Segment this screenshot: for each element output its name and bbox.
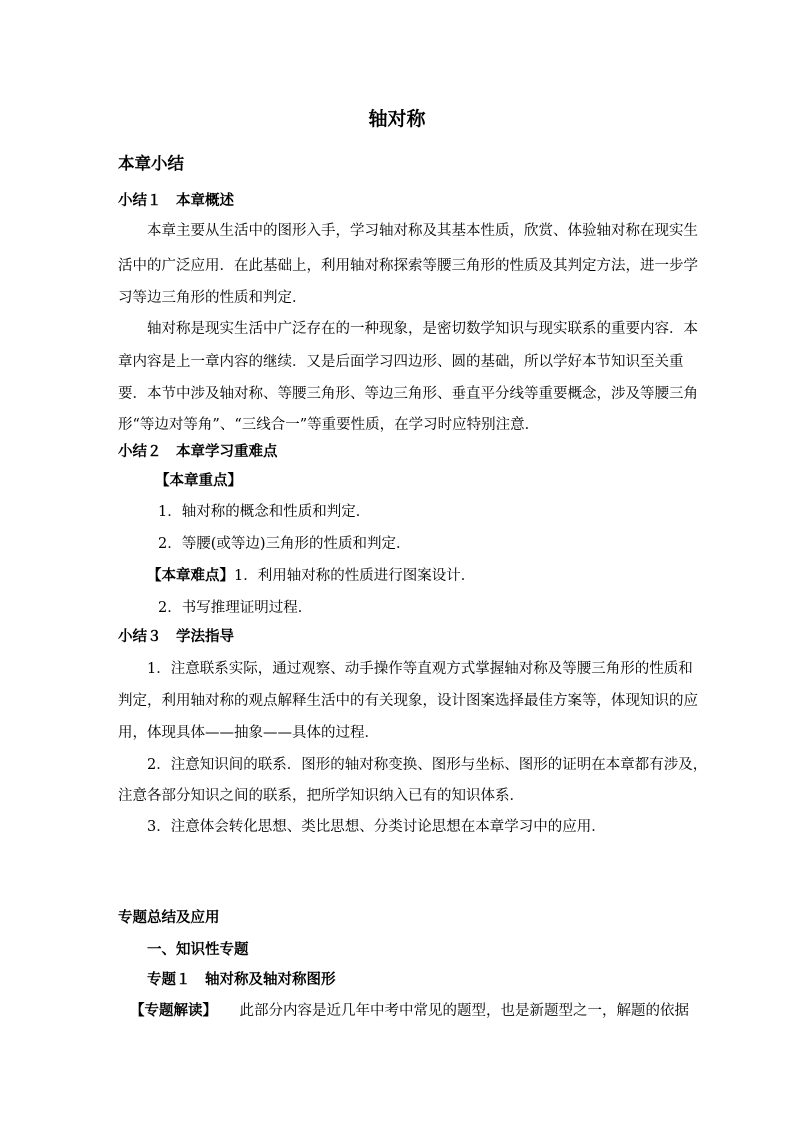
- summary-3-heading: 小结３ 学法指导: [118, 628, 234, 645]
- key-point-1: 1．轴对称的概念和性质和判定．: [158, 504, 371, 520]
- summary-2-heading: 小结２ 本章学习重难点: [118, 443, 278, 460]
- difficult-points-label: 【本章难点】: [147, 567, 234, 584]
- method-1-line-1: 1．注意联系实际，通过观察、动手操作等直观方式掌握轴对称及等腰三角形的性质和: [147, 661, 693, 677]
- topic-interpretation-text: 此部分内容是近几年中考中常见的题型，也是新题型之一，解题的依据: [225, 1003, 689, 1019]
- summary-1-heading: 小结１ 本章概述: [118, 192, 234, 209]
- topic-1-heading: 专题１ 轴对称及轴对称图形: [147, 971, 336, 988]
- summary-1-p2-line-2: 章内容是上一章内容的继续．又是后面学习四边形、圆的基础，所以学好本节知识至关重: [118, 354, 684, 370]
- summary-1-p2-line-4: 形“等边对等角”、“三线合一”等重要性质，在学习时应特别注意．: [118, 417, 540, 433]
- topics-heading: 专题总结及应用: [118, 909, 220, 926]
- method-2-line-1: 2．注意知识间的联系．图形的轴对称变换、图形与坐标、图形的证明在本章都有涉及，: [147, 757, 708, 773]
- knowledge-topics-subheading: 一、知识性专题: [147, 941, 249, 958]
- summary-1-p2-line-1: 轴对称是现实生活中广泛存在的一种现象，是密切数学知识与现实联系的重要内容．本: [147, 321, 698, 337]
- key-point-2: 2．等腰(或等边)三角形的性质和判定．: [158, 536, 411, 552]
- difficult-point-2: 2．书写推理证明过程．: [158, 600, 313, 616]
- summary-1-p1-line-1: 本章主要从生活中的图形入手，学习轴对称及其基本性质，欣赏、体验轴对称在现实生: [147, 223, 698, 239]
- summary-1-p2-line-3: 要．本节中涉及轴对称、等腰三角形、等边三角形、垂直平分线等重要概念，涉及等腰三角: [118, 386, 698, 402]
- document-title: 轴对称: [368, 108, 426, 130]
- key-points-label: 【本章重点】: [155, 472, 242, 489]
- method-2-line-2: 注意各部分知识之间的联系，把所学知识纳入已有的知识体系．: [118, 788, 524, 804]
- summary-1-p1-line-3: 习等边三角形的性质和判定．: [118, 290, 307, 306]
- method-1-line-3: 用，体现具体——抽象——具体的过程．: [118, 725, 379, 741]
- summary-1-p1-line-2: 活中的广泛应用．在此基础上，利用轴对称探索等腰三角形的性质及其判定方法，进一步学: [118, 258, 698, 274]
- method-3: 3．注意体会转化思想、类比思想、分类讨论思想在本章学习中的应用．: [147, 819, 606, 835]
- chapter-summary-heading: 本章小结: [118, 154, 184, 173]
- difficult-point-1: 1．利用轴对称的性质进行图案设计．: [234, 568, 476, 584]
- method-1-line-2: 判定，利用轴对称的观点解释生活中的有关现象，设计图案选择最佳方案等，体现知识的应: [118, 693, 698, 709]
- topic-interpretation-label: 【专题解读】: [130, 1002, 217, 1019]
